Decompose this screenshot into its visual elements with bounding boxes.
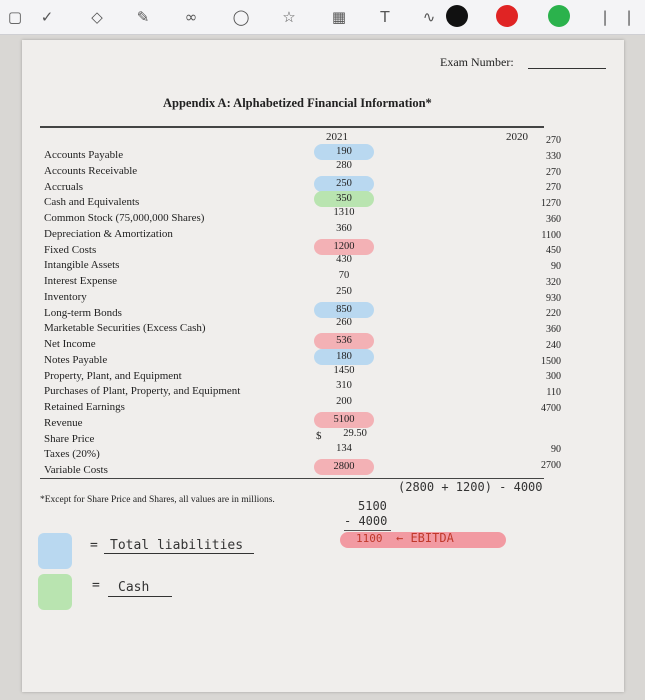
- value-2021: 180: [314, 349, 374, 365]
- eraser-icon[interactable]: ◇: [91, 8, 103, 26]
- row-label: Intangible Assets: [44, 259, 120, 272]
- color-red-swatch[interactable]: [496, 5, 518, 27]
- annotation-toolbar: [0, 0, 645, 35]
- link-icon[interactable]: ∿: [422, 8, 436, 26]
- value-2021: 310: [336, 380, 352, 392]
- row-label: Variable Costs: [44, 464, 108, 476]
- color-black-swatch[interactable]: [446, 5, 468, 27]
- legend-green-eq: =: [92, 578, 100, 593]
- lasso-icon[interactable]: ∞: [184, 8, 198, 26]
- exam-number-label: Exam Number:: [440, 55, 514, 69]
- row-label: Notes Payable: [44, 353, 108, 366]
- value-2020: 300: [546, 371, 561, 383]
- sidebar-toggle-icon[interactable]: ▢: [7, 8, 23, 26]
- value-2021: 350: [314, 191, 374, 207]
- overflow-icon[interactable]: |: [626, 8, 632, 26]
- value-2021: 190: [314, 144, 374, 160]
- handwritten-subtract: - 4000: [344, 514, 388, 528]
- row-label: Net Income: [44, 338, 96, 350]
- more-icon[interactable]: |: [602, 8, 608, 26]
- shape-icon[interactable]: ◯: [232, 8, 250, 26]
- value-2021: 260: [336, 317, 352, 329]
- value-2020: 4700: [541, 402, 561, 414]
- value-2020: 320: [546, 276, 561, 288]
- currency-symbol: $: [316, 430, 322, 442]
- row-label: Purchases of Plant, Property, and Equipment: [44, 385, 241, 398]
- value-2021: 29.50: [343, 427, 367, 439]
- value-2021: 5100: [314, 412, 374, 428]
- value-2020: 240: [546, 339, 561, 351]
- value-2021: 134: [336, 443, 352, 455]
- color-green-swatch[interactable]: [548, 5, 570, 27]
- value-2021: 1200: [314, 239, 374, 255]
- table-top-rule: [40, 126, 544, 128]
- row-label: Fixed Costs: [44, 243, 97, 256]
- text-tool-icon[interactable]: T: [380, 8, 390, 26]
- column-header-2021: 2021: [326, 131, 348, 143]
- sticker-icon[interactable]: ☆: [282, 8, 296, 26]
- value-2021: 250: [314, 176, 374, 192]
- value-2020: 360: [546, 213, 561, 225]
- value-2021: 1450: [333, 364, 355, 376]
- row-label: Accounts Payable: [44, 149, 124, 161]
- value-2021: 430: [336, 254, 352, 266]
- handwritten-sum-line: [344, 530, 391, 531]
- value-2020: 90: [551, 444, 561, 456]
- exam-number-blank[interactable]: [528, 68, 606, 69]
- value-2020: 220: [546, 308, 561, 320]
- value-2020: 1100: [541, 229, 561, 241]
- value-2020: 1500: [541, 355, 561, 367]
- value-2020: 330: [546, 150, 561, 162]
- handwritten-result: 1100: [356, 532, 383, 545]
- pen-icon[interactable]: ✓: [40, 8, 54, 26]
- value-2021: 850: [314, 302, 374, 318]
- row-label: Inventory: [44, 290, 87, 303]
- value-2021: 70: [338, 270, 350, 281]
- row-label: Accounts Receivable: [44, 164, 138, 177]
- value-2021: 536: [314, 333, 374, 349]
- value-2021: 200: [336, 396, 352, 407]
- handwritten-ebitda-label: ← EBITDA: [396, 531, 454, 545]
- value-2021: 250: [336, 285, 352, 297]
- row-label: Revenue: [44, 416, 83, 429]
- handwritten-variable-calc: (2800 + 1200) - 4000: [398, 480, 543, 494]
- column-header-2020: 2020: [506, 131, 528, 143]
- legend-blue-eq: =: [90, 538, 98, 553]
- row-label: Taxes (20%): [44, 448, 100, 461]
- handwritten-revenue: 5100: [358, 499, 387, 513]
- legend-green-label: Cash: [118, 580, 150, 595]
- value-2020: 270: [546, 166, 561, 178]
- image-icon[interactable]: ▦: [331, 8, 347, 26]
- row-label: Marketable Securities (Excess Cash): [44, 322, 206, 335]
- row-label: Depreciation & Amortization: [44, 227, 173, 240]
- value-2020: 1270: [541, 198, 561, 209]
- legend-blue-underline: [104, 553, 254, 554]
- value-2020: 90: [551, 261, 561, 272]
- legend-blue-swatch: [38, 533, 72, 569]
- value-2020: 270: [546, 182, 561, 194]
- row-label: Property, Plant, and Equipment: [44, 369, 182, 382]
- legend-green-swatch: [38, 574, 72, 610]
- row-label: Accruals: [44, 180, 84, 193]
- value-2020: 270: [546, 135, 561, 146]
- legend-green-underline: [108, 596, 172, 597]
- value-2020: 450: [546, 245, 561, 257]
- value-2021: 1310: [333, 207, 355, 218]
- table-bottom-rule: [40, 478, 544, 479]
- value-2021: 360: [336, 222, 352, 234]
- value-2020: 930: [546, 292, 561, 304]
- row-label: Retained Earnings: [44, 401, 125, 413]
- value-2021: 2800: [314, 459, 374, 475]
- pencil-icon[interactable]: ✎: [136, 8, 150, 26]
- row-label: Common Stock (75,000,000 Shares): [44, 212, 205, 224]
- value-2020: 360: [546, 324, 561, 335]
- row-label: Share Price: [44, 432, 95, 445]
- row-label: Long-term Bonds: [44, 306, 122, 319]
- value-2020: 110: [546, 387, 561, 398]
- row-label: Interest Expense: [44, 275, 117, 287]
- row-label: Cash and Equivalents: [44, 196, 140, 209]
- page-title: Appendix A: Alphabetized Financial Information*: [163, 96, 432, 110]
- footnote: *Except for Share Price and Shares, all values are in millions.: [40, 495, 275, 505]
- value-2021: 280: [336, 159, 352, 171]
- value-2020: 2700: [541, 460, 561, 471]
- legend-blue-label: Total liabilities: [110, 538, 244, 553]
